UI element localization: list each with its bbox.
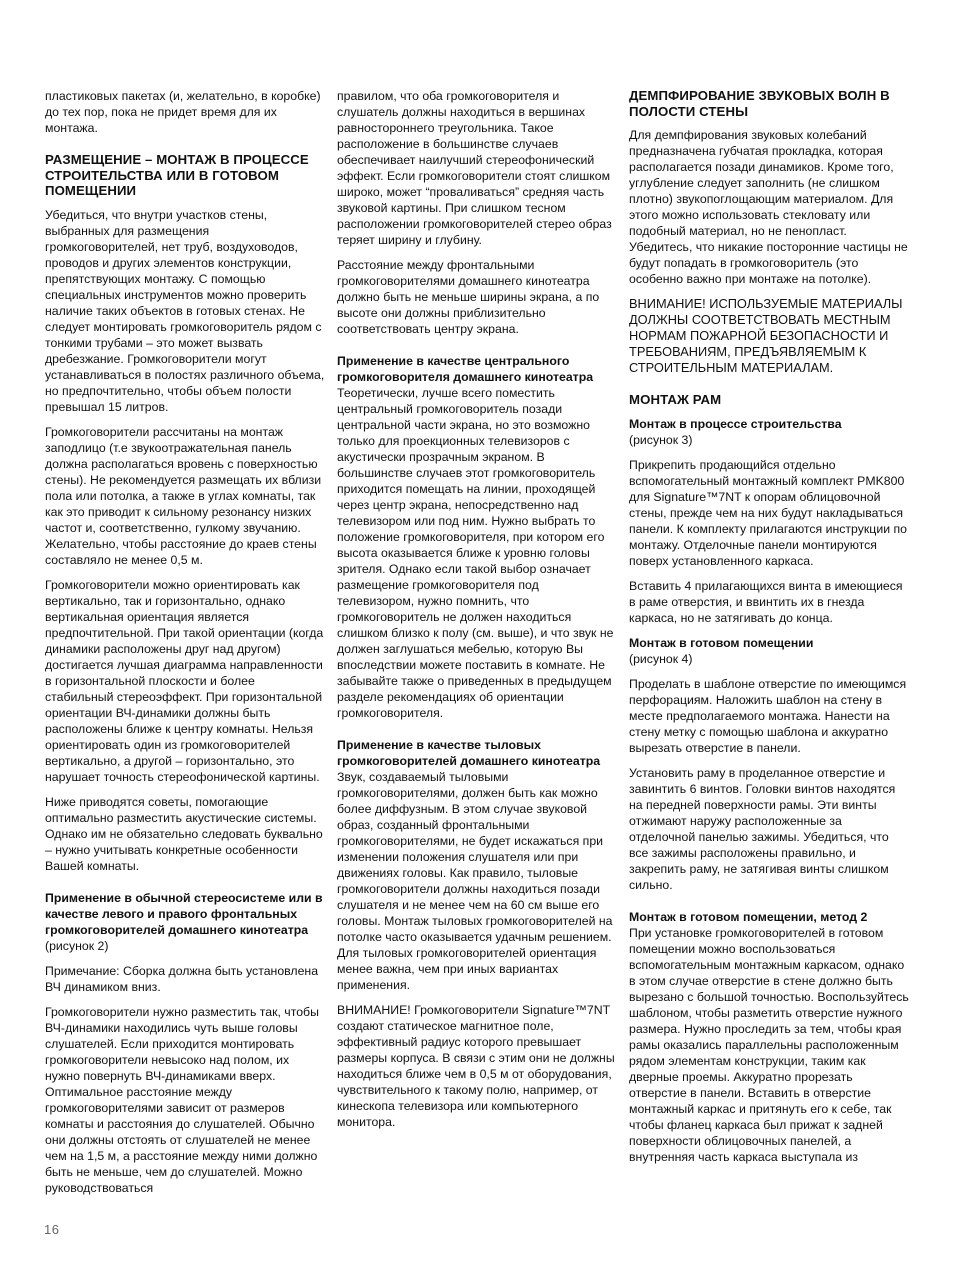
section-heading-damping: ДЕМПФИРОВАНИЕ ЗВУКОВЫХ ВОЛН В ПОЛОСТИ СТЕНЫ: [629, 88, 890, 119]
subheading-stereo: Применение в обычной стереосистеме или в качестве левого и правого фронтальных громкоговорителей домашнего кинотеатра: [45, 890, 323, 937]
paragraph: Громкоговорители рассчитаны на монтаж заподлицо (т.е звукоотражательная панель должна располагаться вровень с поверхностью стены). Не рекомендуется размещать их вблизи пола или потолка, а также в углах комнаты, так как это приводит к сильному резонансу низких частот и, соответственно, гулкому звучанию. Желательно, чтобы расстояние до краев стены составляло не менее 0,5 м.: [45, 424, 322, 567]
subheading-center-speaker: Применение в качестве центрального громкоговорителя домашнего кинотеатра: [337, 354, 594, 384]
paragraph: При установке громкоговорителей в готовом помещении можно воспользоваться вспомогательным монтажным каркасом, однако в этом случае отверстие в стене должно быть вырезано с большой точностью. Воспользуйтесь шаблоном, чтобы разметить отверстие нужного размера. Нужно проследить за тем, чтобы края рамы оказались параллельны расположенным рядом элементам конструкции, таким как дверные проемы. Аккуратно прорезать отверстие в панели. Вставить в отверстие монтажный каркас и притянуть его к себе, так чтобы фланец каркаса был прижат к задней поверхности облицовочных панелей, а внутренняя часть каркаса выступала из: [629, 925, 909, 1164]
paragraph: Теоретически, лучше всего поместить центральный громкоговоритель позади центральной части экрана, но это возможно только для проекционных телевизоров с акустически прозрачным экраном. В большинстве случаев этот громкоговоритель приходится помещать на линии, проходящей через центр экрана, непосредственно над телевизором или под ним. Нужно выбрать то положение громкоговорителя, при котором его высота оказывается ближе к уровню головы зрителя. Однако если такой выбор означает размещение громкоговорителя под телевизором, нужно помнить, что громкоговоритель не должен находиться слишком близко к полу (см. выше), и что звук не должен заглушаться мебелью, которую Вы впоследствии можете поставить в комнате. Не забывайте также о приведенных в предыдущем разделе рекомендациях об ориентации громкоговорителя.: [337, 386, 614, 720]
subheading-finished-room-method-2: Монтаж в готовом помещении, метод 2: [629, 909, 868, 924]
paragraph: Вставить 4 прилагающихся винта в имеющиеся в раме отверстия, и ввинтить их в гнезда каркаса, но не затягивать до конца.: [629, 578, 903, 625]
paragraph: Громкоговорители нужно разместить так, чтобы ВЧ-динамики находились чуть выше головы слушателей. Если приходится монтировать громкоговорители невысоко над полом, их нужно повернуть ВЧ-динамиками вверх. Оптимальное расстояние между громкоговорителями зависит от размеров комнаты и расстояния до слушателей. Обычно они должны отстоять от слушателей не менее чем на 1,5 м, а расстояние между ними должно быть не меньше, чем до слушателей. Можно руководствоваться: [45, 1004, 319, 1195]
paragraph-continued: правилом, что оба громкоговорителя и слушатель должны находиться в вершинах равностороннего треугольника. Такое расположение в большинстве случаев обеспечивает наилучший стереофонический эффект. Если громкоговорители стоят слишком широко, может “проваливаться” средняя часть звуковой картины. При слишком тесном расположении громкоговорителей стерео образ теряет ширину и глубину.: [337, 89, 612, 247]
column-right: [629, 88, 911, 1174]
paragraph: Звук, создаваемый тыловыми громкоговорителями, должен быть как можно более диффузным. В этом случае звуковой образ, созданный фронтальными громкоговорителями, не будет искажаться при изменении положения слушателя или при движениях головы. Как правило, тыловые громкоговорители должны находиться позади слушателя и не менее чем на 60 см выше его головы. Монтаж тыловых громкоговорителей на потолке часто оказывается удачным решением. Для тыловых громкоговорителей ориентация менее важна, чем при иных вариантах применения.: [337, 770, 613, 992]
section-heading-frame-mounting: МОНТАЖ РАМ: [629, 392, 722, 407]
page-number: 16: [44, 1222, 60, 1237]
paragraph: Убедиться, что внутри участков стены, выбранных для размещения громкоговорителей, нет труб, воздуховодов, проводов и других элементов конструкции, препятствующих монтажу. С помощью специальных инструментов можно проверить наличие таких объектов в готовых стенах. Не следует монтировать громкоговоритель рядом с тонкими трубами – это может вызвать дребезжание. Громкоговорители могут устанавливаться в полостях различного объема, но предпочтительно, чтобы объем полости превышал 15 литров.: [45, 207, 325, 414]
paragraph: Ниже приводятся советы, помогающие оптимально разместить акустические системы. Однако им не обязательно следовать буквально – нужно учитывать конкретные особенности Вашей комнаты.: [45, 794, 323, 873]
figure-reference: (рисунок 3): [629, 432, 693, 447]
paragraph: Громкоговорители можно ориентировать как вертикально, так и горизонтально, однако вертикальная ориентация является предпочтительной. При такой ориентации (когда динамики расположены друг над другом) достигается лучшая диаграмма направленности в горизонтальной плоскости и более стабильный стереоэффект. При горизонтальной ориентации ВЧ-динамики должны быть расположены ближе к центру комнаты. Нельзя ориентировать один из громкоговорителей вертикально, а другой – горизонтально, это нарушает точность стереофонической картины.: [45, 577, 324, 784]
paragraph: Расстояние между фронтальными громкоговорителями домашнего кинотеатра должно быть не меньше ширины экрана, а по высоте они должны приблизительно соответствовать центру экрана.: [337, 258, 600, 336]
warning-paragraph: ВНИМАНИЕ! ИСПОЛЬЗУЕМЫЕ МАТЕРИАЛЫ ДОЛЖНЫ СООТВЕТСТВОВАТЬ МЕСТНЫМ НОРМАМ ПОЖАРНОЙ БЕЗОПАСНОСТИ И ТРЕБОВАНИЯМ, ПРЕДЪЯВЛЯЕМЫМ К СТРОИТЕЛЬНЫМ МАТЕРИАЛАМ.: [629, 296, 903, 375]
paragraph: Установить раму в проделанное отверстие и завинтить 6 винтов. Головки винтов находятся на передней поверхности рамы. Эти винты отжимают наружу расположенные за отделочной панелью зажимы. Убедиться, что все зажимы расположены правильно, и закрепить раму, не затягивая винты слишком сильно.: [629, 765, 896, 892]
subheading-rear-speakers: Применение в качестве тыловых громкоговорителей домашнего кинотеатра: [337, 738, 601, 768]
paragraph: Для демпфирования звуковых колебаний предназначена губчатая прокладка, которая располагается позади динамиков. Кроме того, углубление следует заполнить (не слишком плотно) звукопоглощающим материалом. Для этого можно использовать стекловату или подобный материал, но не пенопласт. Убедитесь, что никакие посторонние частицы не будут попадать в громкоговоритель (это особенно важно при монтаже на потолке).: [629, 128, 908, 286]
figure-reference: (рисунок 4): [629, 651, 693, 666]
warning-paragraph: ВНИМАНИЕ! Громкоговорители Signature™7NT создают статическое магнитное поле, эффективный радиус которого превышает размеры корпуса. В связи с этим они не должны находиться ближе чем в 0,5 м от оборудования, чувствительного к такому полю, например, от кинескопа телевизора или компьютерного монитора.: [337, 1003, 615, 1129]
paragraph: Проделать в шаблоне отверстие по имеющимся перфорациям. Наложить шаблон на стену в месте предполагаемого монтажа. Нанести на стену метку с помощью шаблона и аккуратно вырезать отверстие в панели.: [629, 676, 907, 755]
paragraph: Прикрепить продающийся отдельно вспомогательный монтажный комплект PMK800 для Signature™7NT к опорам облицовочной стены, прежде чем на них будут накладываться панели. К комплекту прилагаются инструкции по монтажу. Отделочные панели монтируются поверх установленного каркаса.: [629, 457, 907, 568]
section-heading-placement: РАЗМЕЩЕНИЕ – МОНТАЖ В ПРОЦЕССЕ СТРОИТЕЛЬСТВА ИЛИ В ГОТОВОМ ПОМЕЩЕНИИ: [45, 152, 309, 198]
column-left: [45, 88, 325, 1205]
paragraph-continued: пластиковых пакетах (и, желательно, в коробке) до тех пор, пока не придет время для их монтажа.: [45, 89, 321, 135]
subheading-during-construction: Монтаж в процессе строительства: [629, 416, 842, 431]
note-paragraph: Примечание: Сборка должна быть установлена ВЧ динамиком вниз.: [45, 963, 319, 994]
subheading-finished-room: Монтаж в готовом помещении: [629, 635, 814, 650]
column-middle: [337, 88, 616, 1139]
figure-reference: (рисунок 2): [45, 938, 109, 953]
